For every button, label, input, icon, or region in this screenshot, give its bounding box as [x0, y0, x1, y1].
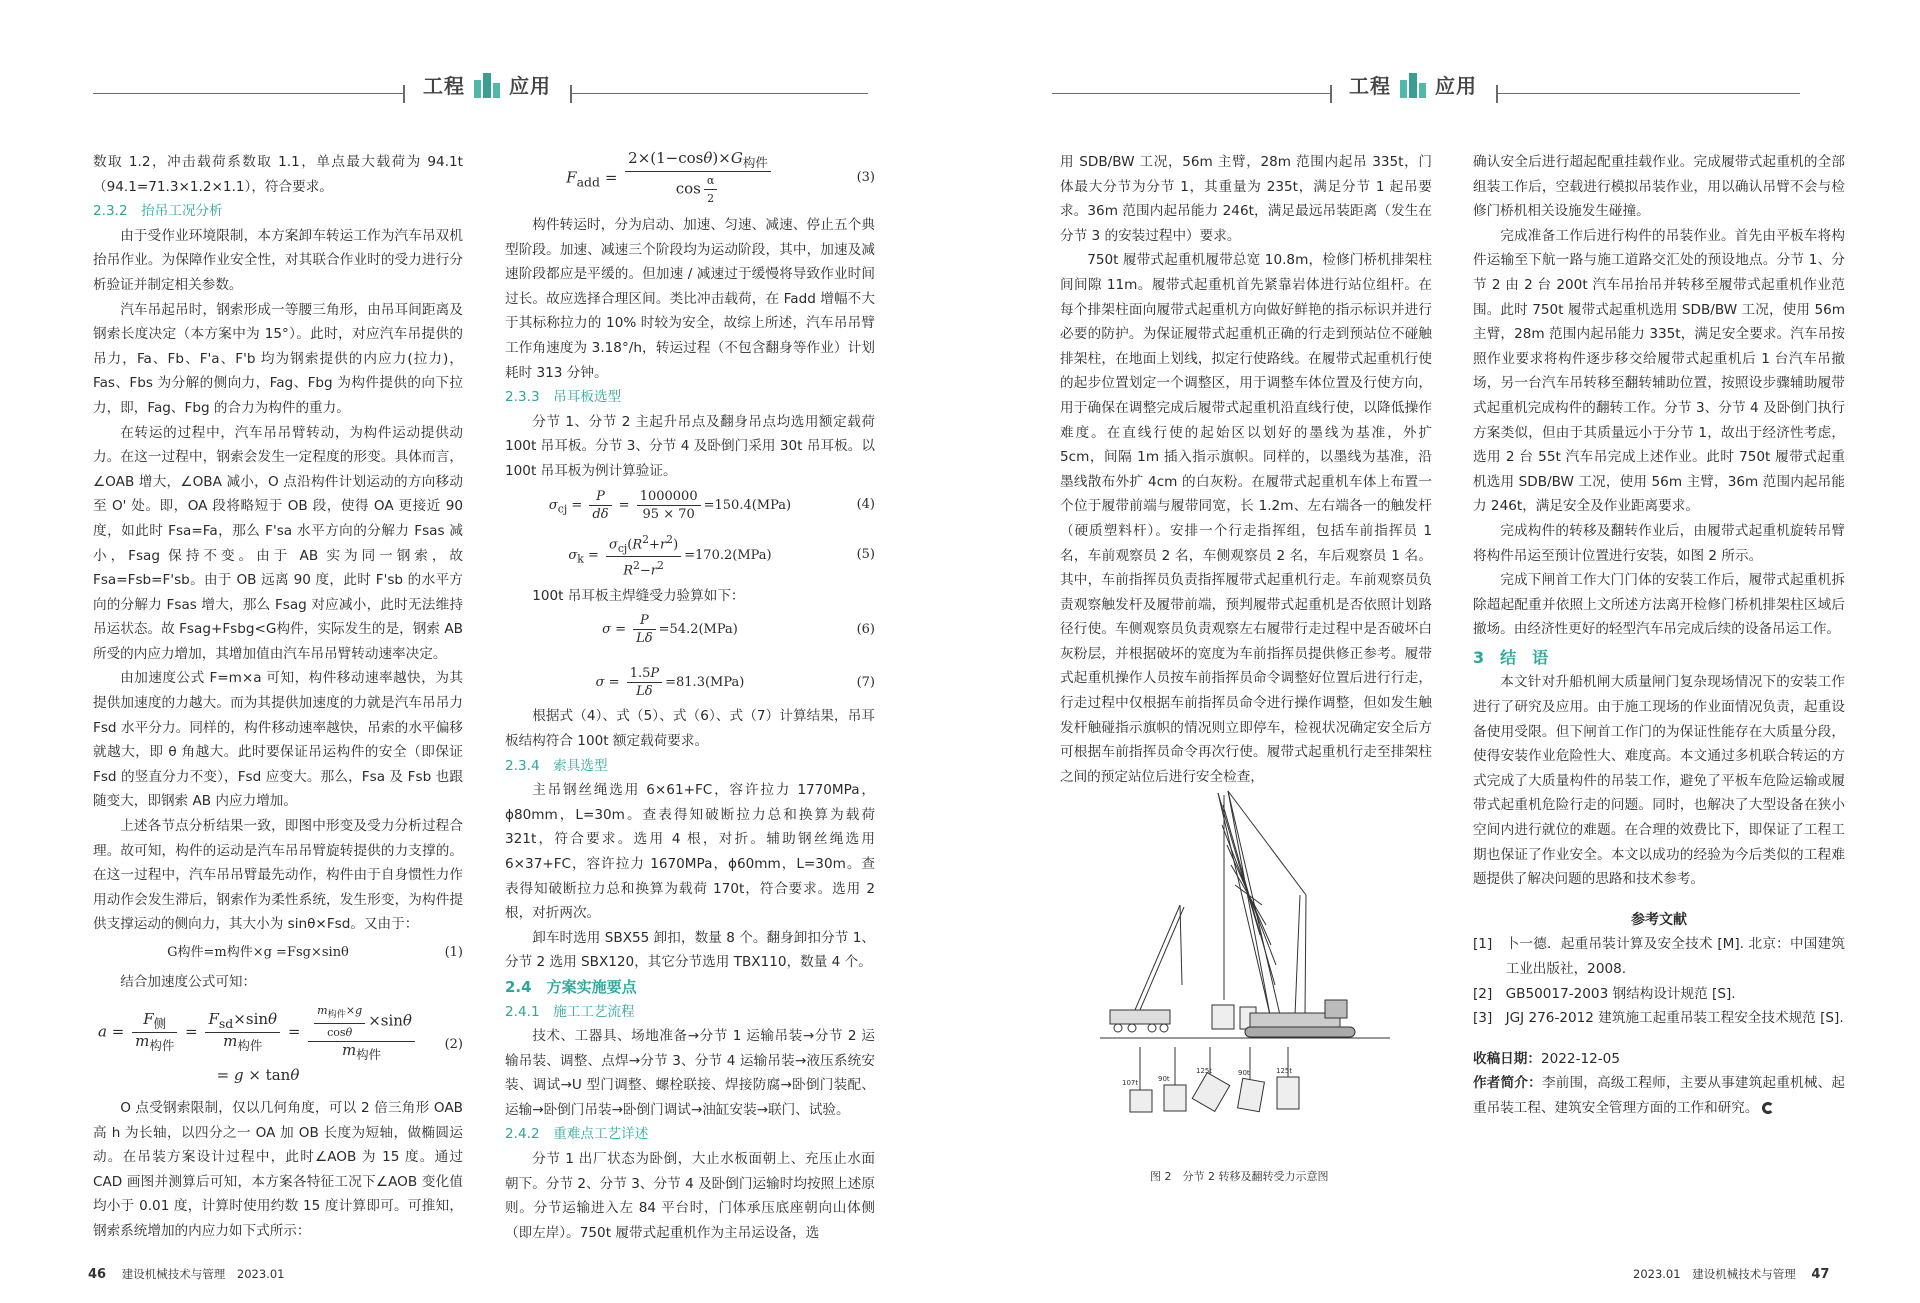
force-label: 125t [1196, 1067, 1213, 1075]
left-column-1 [93, 150, 463, 1244]
paragraph: 100t 吊耳板主焊缝受力验算如下： [532, 587, 745, 604]
formula-number: (3) [856, 170, 875, 186]
formula-result: =54.2(MPa) [658, 622, 738, 638]
paragraph: 汽车吊起吊时，钢索形成一等腰三角形，由吊耳间距离及钢索长度决定（本方案中为 15°）。此时，对应汽车吊提供的吊力，Fa、Fb、F'a、F'b 均为钢索提供的内应力(拉力)，Fas、Fbs 为分解的侧向力，Fag、Fbg 为构件提供的向下拉力，即，Fag、Fbg 的合力为构件的重力。 [93, 301, 463, 416]
section-heading: 3 结 语 [1473, 647, 1549, 667]
received-date [1473, 1047, 1845, 1072]
formula-result: =170.2(MPa) [684, 547, 772, 563]
paragraph: 750t 履带式起重机履带总宽 10.8m，检修门桥机排架柱间间隙 11m。履带式起重机首先紧靠岩体进行站位组杆。在每个排架柱面向履带式起重机方向做好鲜艳的指示标识并进行必要的防护。为保证履带式起重机正确的行走到预站位不碰触排架柱，在地面上划线，拟定行使路线。在履带式起重机行使的起步位置划定一个调整区，用于调整车体位置及行使方向，用于确保在调整完成后履带式起重机沿直线行使，以降低操作难度。在直线行使的起始区以划好的墨线为基准，外扩 5cm，间隔 1m 插入指示旗帜。同样的，以墨线为基准，沿墨线散布外扩 4cm 的白灰粉。在履带式起重机车体上布置一个位于履带前端与履带同宽，长 1.2m、左右端各一的触发杆（硬质塑料杆）。安排一个行走指挥组，包括车前指挥员 1 名，车前观察员 2 名，车侧观察员 2 名，车后观察员 1 名。其中，车前指挥员负责指挥履带式起重机行走。车前观察员负责观察触发杆及履带前端，预判履带式起重机是否依照计划路径行使。车侧观察员负责观察左右履带行走过程中是否破坏白灰粉层，并根据破坏的宽度为车前指挥员提供修正参考。履带式起重机操作人员按车前指挥员命令调整好位置后进行行走，行走过程中仅根据车前指挥员命令进行操作调整，但如发生触发杆触碰指示旗帜的情况则立即停车，检视状况确定安全后方可根据车前指挥员命令再次行使。履带式起重机行走至排架柱之间的预定站位后进行安全检查， [1060, 252, 1432, 785]
crane-diagram [1100, 785, 1390, 1125]
paragraph: 由于受作业环境限制，本方案卸车转运工作为汽车吊双机抬吊作业。为保障作业安全性，对其联合作业时的受力进行分析验证并制定相关参数。 [93, 227, 463, 293]
footer-left [88, 1266, 284, 1282]
paragraph: 确认安全后进行超起配重挂载作业。完成履带式起重机的全部组装工作后，空载进行模拟吊装作业，用以确认吊臂不会与检修门桥机相关设施发生碰撞。 [1473, 154, 1845, 220]
formula-result: =81.3(MPa) [665, 675, 745, 691]
page-number: 46 [88, 1267, 107, 1282]
footer-right [1633, 1266, 1829, 1282]
paragraph: O 点受钢索限制，仅以几何角度，可以 2 倍三角形 OAB 高 h 为长轴，以四分之一 OA 加 OB 长度为短轴，做椭圆运动。在吊装方案设计过程中，此时∠AOB 为 15 度。通过 CAD 画图并测算后可知，本方案各特征工况下∠AOB 变化值均小于 0.01 度，计算时使用约数 15 度计算即可。可推知，钢索系统增加的内应力如下式所示： [93, 1099, 463, 1239]
section-heading: 2.4 方案实施要点 [505, 977, 637, 996]
reference-number: [1] [1473, 936, 1493, 953]
author-value: 李前围，高级工程师，主要从事建筑起重机械、起重吊装工程、建筑安全管理方面的工作和研究。 [1473, 1075, 1846, 1116]
paragraph: 由加速度公式 F=m×a 可知，构件移动速率越快，为其提供加速度的力越大。而为其提供加速度的力就是汽车吊吊力 Fsd 水平分力。同样的，构件移动速率越快，吊索的水平偏移就越大，即 θ 角越大。此时要保证吊运构件的安全（即保证 Fsd 的竖直分力不变），Fsd 应变大。那么，Fsa 及 Fsb 也跟随变大，即钢索 AB 内应力增加。 [93, 670, 463, 810]
force-label: 125t [1276, 1067, 1293, 1075]
received-label: 收稿日期： [1473, 1050, 1541, 1067]
formula-text: $\sigma_{cj}$ = $\frac{P}{d\delta}$ = $\frac{1000000}{95 \times 70}$ =150.4(MPa) [548, 488, 792, 522]
paragraph: 完成构件的转移及翻转作业后，由履带式起重机旋转吊臂将构件吊运至预计位置进行安装，如图 2 所示。 [1473, 522, 1845, 564]
formula-4 [505, 484, 875, 527]
section-heading: 2.4.2 重难点工艺详述 [505, 1126, 649, 1143]
formula-2 [93, 994, 463, 1096]
formula-number: (2) [444, 1036, 463, 1052]
end-mark-icon [1762, 1102, 1774, 1114]
author-bio [1473, 1071, 1845, 1120]
paragraph: 分节 1、分节 2 主起升吊点及翻身吊点均选用额定载荷 100t 吊耳板。分节 3、分节 4 及卧倒门采用 30t 吊耳板。以 100t 吊耳板为例计算验证。 [505, 413, 875, 479]
force-label: 90t [1238, 1069, 1250, 1077]
header-word-1: 工程 [1349, 73, 1391, 98]
force-label: 107t [1122, 1079, 1139, 1087]
section-heading: 2.3.3 吊耳板选型 [505, 389, 622, 406]
paragraph: 完成准备工作后进行构件的吊装作业。首先由平板车将构件运输至下航一路与施工道路交汇处的预设地点。分节 1、分节 2 由 2 台 200t 汽车吊抬吊并转移至履带式起重机作业范围。此时 750t 履带式起重机选用 SDB/BW 工况，使用 56m 主臂，28m 范围内起吊能力 335t，满足安全要求。汽车吊按照作业要求将构件逐步移交给履带式起重机后 1 台汽车吊撤场，另一台汽车吊转移至翻转辅助位置，按照设步骤辅助履带式起重机完成构件的翻转工作。分节 3、分节 4 及卧倒门执行方案类似，但由于其质量远小于分节 1，故出于经济性考虑，选用 2 台 55t 汽车吊完成上述作业。此时 750t 履带式起重机选用 SDB/BW 工况，使用 56m 主臂，36m 范围内起吊能力 246t，满足安全及作业距离要求。 [1473, 227, 1845, 515]
journal-name: 建设机械技术与管理 [1692, 1267, 1796, 1281]
header-bar [570, 85, 572, 103]
paragraph: 完成下闸首工作大门门体的安装工作后，履带式起重机拆除超起配重并依照上文所述方法离开检修门桥机排架柱区域后撤场。由经济性更好的轻型汽车吊完成后续的设备吊运工作。 [1473, 572, 1845, 638]
paragraph: 分节 1 出厂状态为卧倒，大止水板面朝上、充压止水面朝下。分节 2、分节 3、分节 4 及卧倒门运输时均按照上述原则。分节运输进入左 84 平台时，门体承压底座朝向山体侧（即左岸）。750t 履带式起重机作为主吊运设备，选 [505, 1151, 875, 1241]
paragraph: 用 SDB/BW 工况，56m 主臂，28m 范围内起吊 335t，门体最大分节为分节 1，其重量为 235t，满足分节 1 起吊要求。36m 范围内起吊能力 246t，满足最远吊装距离（发生在分节 3 的安装过程中）要求。 [1060, 154, 1432, 244]
paragraph: 上述各节点分析结果一致，即图中形变及受力分析过程合理。故可知，构件的运动是汽车吊吊臂旋转提供的力支撑的。在这一过程中，汽车吊吊臂最先动作，构件由于自身惯性力作用动作会发生滞后，钢索作为柔性系统，发生形变，为构件提供支撑运动的侧向力，其大小为 sinθ×Fsd。又由于： [93, 818, 463, 933]
received-value: 2022-12-05 [1540, 1050, 1620, 1067]
figure-caption: 图 2 分节 2 转移及翻转受力示意图 [1150, 1170, 1329, 1183]
section-heading: 2.4.1 施工工艺流程 [505, 1003, 635, 1020]
reference-item [1473, 1006, 1845, 1031]
paragraph: 主吊钢丝绳选用 6×61+FC，容许拉力 1770MPa，ϕ80mm，L=30m。查表得知破断拉力总和换算为载荷 321t，符合要求。选用 4 根，对折。辅助钢丝绳选用 6×37+FC，容许拉力 1670MPa，ϕ60mm，L=30m。查表得知破断拉力总和换算为载荷 170t，符合要求。选用 2 根，对折两次。 [505, 782, 875, 922]
reference-number: [2] [1473, 985, 1493, 1002]
formula-result: =150.4(MPa) [703, 497, 792, 513]
paragraph: 构件转运时，分为启动、加速、匀速、减速、停止五个典型阶段。加速、减速三个阶段均为运动阶段，其中，加速及减速阶段都应是平缓的。但加速 / 减速过于缓慢将导致作业时间过长。故应选择合理区间。类比冲击载荷，在 Fadd 增幅不大于其标称拉力的 10% 时较为安全，故综上所述，汽车吊吊臂工作角速度为 3.18°/h，转运过程（不包含翻身等作业）计划耗时 313 分钟。 [505, 217, 875, 381]
formula-number: (4) [856, 496, 875, 512]
header-word-1: 工程 [423, 73, 465, 98]
formula-text: G构件=m构件×g =Fsg×sinθ [167, 945, 349, 960]
paragraph: 卸车时选用 SBX55 卸扣，数量 8 个。翻身卸扣分节 1、分节 2 选用 SBX120，其它分节选用 TBX110，数量 4 个。 [505, 929, 875, 971]
paragraph: 技术、工器具、场地准备→分节 1 运输吊装→分节 2 运输吊装、调整、点焊→分节 3、分节 4 运输吊装→液压系统安装、调试→U 型门调整、螺栓联接、焊接防腐→卧倒门装配、运输→卧倒门吊装→卧倒门调试→油缸安装→联门、试验。 [505, 1028, 875, 1118]
paragraph: 结合加速度公式可知： [120, 973, 257, 990]
formula-text: a = $\frac{F_侧}{m_{构件}}$ = $\frac{F_{sd}\times\sin\theta}{m_{构件}}$ = $\frac{m_{构件}\times g}{\cos\theta}$ ×sinθ $m_{构件}$ = g × tanθ [93, 1002, 423, 1088]
formula-text: σ = $\frac{P}{L\delta}$ =54.2(MPa) [602, 613, 738, 647]
right-column-2 [1473, 150, 1845, 1121]
buildings-icon [471, 68, 503, 100]
header-logo [1338, 58, 1488, 110]
header-rule-left [93, 93, 403, 94]
reference-text: GB50017-2003 钢结构设计规范 [S]. [1505, 985, 1736, 1002]
paragraph: 根据式（4）、式（5）、式（6）、式（7）计算结果，吊耳板结构符合 100t 额定载荷要求。 [505, 708, 875, 749]
reference-list [1473, 932, 1845, 1030]
header-word-2: 应用 [509, 73, 551, 98]
reference-item [1473, 982, 1845, 1007]
crane-figure [1100, 785, 1390, 1125]
formula-number: (7) [856, 674, 875, 690]
buildings-icon [1397, 68, 1429, 100]
force-label: 90t [1158, 1075, 1170, 1083]
formula-1 [93, 937, 463, 970]
paragraph: 本文针对升船机闸大质量闸门复杂现场情况下的安装工作进行了研究及应用。由于施工现场的作业面情况负责，起重设备使用受限。但下闸首工作门的为保证性能存在大质量分段，使得安装作业危险性大、难度高。本文通过多机联合转运的方式完成了大质量构件的吊装工作，避免了平板车危险运输或履带式起重机危险行走的问题。同时，也解决了大型设备在狭小空间内进行就位的难题。在合理的效费比下，即保证了工程工期也保证了作业安全。本文以成功的经验为今后类似的工程难题提供了解决问题的思路和技术参考。 [1473, 674, 1845, 888]
paragraph: 在转运的过程中，汽车吊吊臂转动，为构件运动提供动力。在这一过程中，钢索会发生一定程度的形变。具体而言，∠OAB 增大，∠OBA 减小，O 点沿构件计划运动的方向移动至 O' 处。即，OA 段将略短于 OB 段，使得 OA 更接近 90 度，如此时 Fsa=Fa，那么 F'sa 水平方向的分解力 Fsas 减小，Fsag 保持不变。由于 AB 实为同一钢索，故 Fsa=Fsb=F'sb。由于 OB 远离 90 度，此时 F'sb 的水平方向的分解力 Fsas 增大，那么 Fsag 对应减小，此时无法维持吊运状态。故 Fsag+Fsbg<G构件，实际发生的是，钢索 AB 所受的内应力增加，其增加值由汽车吊吊臂转动速率决定。 [93, 424, 463, 662]
section-heading: 2.3.2 抬吊工况分析 [93, 203, 223, 220]
issue: 2023.01 [1633, 1267, 1681, 1281]
formula-3 [505, 150, 875, 213]
header-rule-right [1052, 93, 1330, 94]
reference-number: [3] [1473, 1010, 1493, 1027]
left-column-2 [505, 150, 875, 1245]
reference-text: 卜一德．起重吊装计算及安全技术 [M]. 北京：中国建筑工业出版社，2008. [1505, 936, 1845, 977]
formula-text: $F_{add}$ = $2\times(1-\cos\theta)\times G_{构件}$ cos $\frac{\alpha}{2}$ [505, 150, 835, 207]
header-word-2: 应用 [1435, 73, 1477, 98]
formula-7 [505, 651, 875, 704]
section-heading: 2.3.4 索具选型 [505, 757, 608, 774]
right-column-1 [1060, 150, 1432, 789]
paragraph: 数取 1.2，冲击载荷系数取 1.1，单点最大载荷为 94.1t（94.1=71.3×1.2×1.1），符合要求。 [93, 154, 463, 195]
header-logo [412, 58, 562, 110]
issue: 2023.01 [236, 1267, 285, 1281]
author-label: 作者简介： [1473, 1075, 1542, 1092]
reference-item [1473, 932, 1845, 981]
formula-text: σ = $\frac{1.5P}{L\delta}$ =81.3(MPa) [595, 666, 745, 700]
header-bar [1496, 85, 1498, 103]
formula-6 [505, 608, 875, 651]
page-number: 47 [1811, 1267, 1830, 1282]
formula-text: $\sigma_k$ = $\frac{\sigma_{cj}(R^2+r^2)}{R^2-r^2}$ =170.2(MPa) [568, 532, 772, 579]
references-title: 参考文献 [1631, 911, 1687, 928]
formula-number: (1) [444, 945, 463, 960]
reference-text: JGJ 276-2012 建筑施工起重吊装工程安全技术规范 [S]. [1505, 1010, 1844, 1027]
header-bar [403, 85, 405, 103]
header-rule-left-2 [572, 93, 868, 94]
formula-number: (6) [856, 621, 875, 637]
formula-number: (5) [856, 546, 875, 562]
journal-name: 建设机械技术与管理 [121, 1267, 226, 1281]
header-bar [1330, 85, 1332, 103]
formula-5 [505, 527, 875, 584]
header-rule-right-2 [1498, 93, 1800, 94]
